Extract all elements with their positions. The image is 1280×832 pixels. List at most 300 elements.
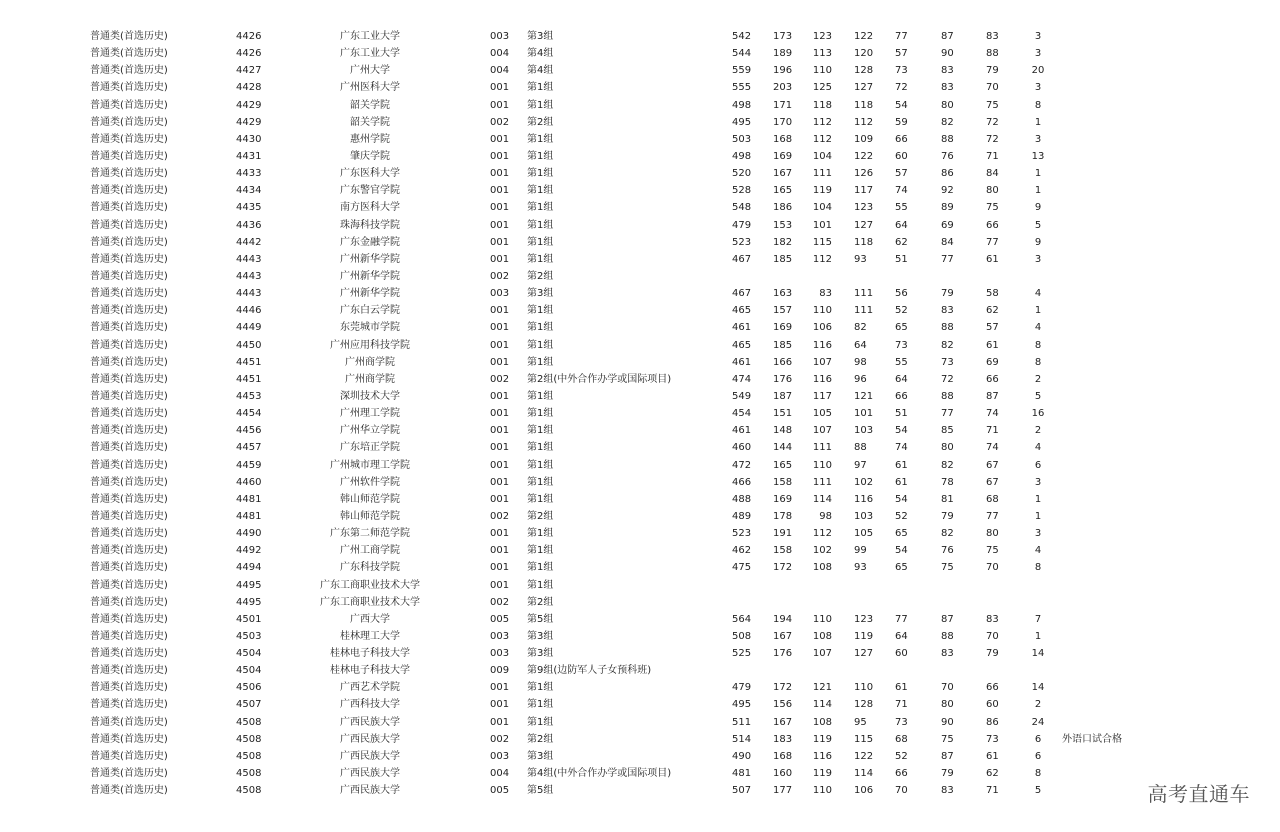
category-cell: 普通类(首选历史) xyxy=(90,476,168,488)
table-row xyxy=(0,611,1280,628)
count-cell: 1 xyxy=(1034,168,1042,180)
count-cell: 14 xyxy=(1031,648,1045,660)
score6-cell: 86 xyxy=(986,716,999,728)
score4-cell: 52 xyxy=(895,750,908,762)
category-cell: 普通类(首选历史) xyxy=(90,665,168,677)
score3-cell: 93 xyxy=(854,562,867,574)
total-score-cell: 481 xyxy=(732,768,752,780)
score4-cell: 60 xyxy=(895,150,908,162)
table-row xyxy=(0,97,1280,114)
group-name-cell: 第1组 xyxy=(527,493,554,505)
score6-cell: 74 xyxy=(986,442,999,454)
school-code-cell: 4429 xyxy=(236,116,262,128)
table-row xyxy=(0,234,1280,251)
score2-cell: 112 xyxy=(812,116,832,128)
table-row xyxy=(0,508,1280,525)
count-cell: 1 xyxy=(1034,630,1042,642)
group-code-cell: 002 xyxy=(490,373,510,385)
group-code-cell: 001 xyxy=(490,425,510,437)
category-cell: 普通类(首选历史) xyxy=(90,716,168,728)
score5-cell: 72 xyxy=(941,373,954,385)
count-cell: 13 xyxy=(1031,150,1045,162)
score4-cell: 65 xyxy=(895,528,908,540)
score1-cell: 194 xyxy=(773,613,793,625)
group-code-cell: 003 xyxy=(490,750,510,762)
total-score-cell: 488 xyxy=(732,493,752,505)
score6-cell: 80 xyxy=(986,185,999,197)
score6-cell: 79 xyxy=(986,648,999,660)
total-score-cell: 472 xyxy=(732,459,752,471)
total-score-cell: 461 xyxy=(732,322,752,334)
category-cell: 普通类(首选历史) xyxy=(90,150,168,162)
category-cell: 普通类(首选历史) xyxy=(90,219,168,231)
score3-cell: 110 xyxy=(854,682,874,694)
group-name-cell: 第5组 xyxy=(527,785,554,797)
score3-cell: 117 xyxy=(854,185,874,197)
score1-cell: 182 xyxy=(773,236,793,248)
table-row xyxy=(0,199,1280,216)
category-cell: 普通类(首选历史) xyxy=(90,613,168,625)
category-cell: 普通类(首选历史) xyxy=(90,65,168,77)
count-cell: 9 xyxy=(1034,202,1042,214)
score2-cell: 115 xyxy=(812,236,832,248)
score5-cell: 77 xyxy=(941,253,954,265)
group-name-cell: 第1组 xyxy=(527,322,554,334)
score6-cell: 74 xyxy=(986,408,999,420)
total-score-cell: 467 xyxy=(732,253,752,265)
category-cell: 普通类(首选历史) xyxy=(90,48,168,60)
total-score-cell: 564 xyxy=(732,613,752,625)
table-row xyxy=(0,748,1280,765)
school-code-cell: 4504 xyxy=(236,648,262,660)
score5-cell: 92 xyxy=(941,185,954,197)
score1-cell: 168 xyxy=(773,750,793,762)
score3-cell: 101 xyxy=(854,408,874,420)
score4-cell: 66 xyxy=(895,390,908,402)
school-name-cell: 广东工业大学 xyxy=(340,48,400,60)
school-name-cell: 韶关学院 xyxy=(350,116,390,128)
score4-cell: 64 xyxy=(895,630,908,642)
score3-cell: 93 xyxy=(854,253,867,265)
total-score-cell: 498 xyxy=(732,99,752,111)
school-name-cell: 桂林电子科技大学 xyxy=(330,665,410,677)
total-score-cell: 489 xyxy=(732,510,752,522)
score6-cell: 84 xyxy=(986,168,999,180)
group-code-cell: 001 xyxy=(490,699,510,711)
group-code-cell: 001 xyxy=(490,390,510,402)
score4-cell: 73 xyxy=(895,716,908,728)
school-code-cell: 4453 xyxy=(236,390,262,402)
total-score-cell: 555 xyxy=(732,82,752,94)
group-name-cell: 第1组 xyxy=(527,716,554,728)
group-name-cell: 第1组 xyxy=(527,339,554,351)
score6-cell: 77 xyxy=(986,510,999,522)
group-name-cell: 第1组 xyxy=(527,408,554,420)
score3-cell: 96 xyxy=(854,373,867,385)
count-cell: 7 xyxy=(1034,613,1042,625)
score2-cell: 110 xyxy=(812,785,832,797)
score1-cell: 158 xyxy=(773,476,793,488)
school-name-cell: 广东警官学院 xyxy=(340,185,400,197)
total-score-cell: 508 xyxy=(732,630,752,642)
group-name-cell: 第3组 xyxy=(527,750,554,762)
score4-cell: 65 xyxy=(895,322,908,334)
school-name-cell: 广州商学院 xyxy=(345,373,395,385)
group-code-cell: 001 xyxy=(490,168,510,180)
score2-cell: 102 xyxy=(812,545,832,557)
group-code-cell: 001 xyxy=(490,562,510,574)
score1-cell: 167 xyxy=(773,716,793,728)
table-row xyxy=(0,182,1280,199)
score6-cell: 66 xyxy=(986,373,999,385)
score1-cell: 189 xyxy=(773,48,793,60)
score2-cell: 110 xyxy=(812,305,832,317)
count-cell: 3 xyxy=(1034,31,1042,42)
score6-cell: 80 xyxy=(986,528,999,540)
group-code-cell: 001 xyxy=(490,322,510,334)
score1-cell: 186 xyxy=(773,202,793,214)
school-name-cell: 广东医科大学 xyxy=(340,168,400,180)
count-cell: 5 xyxy=(1034,390,1042,402)
score2-cell: 83 xyxy=(819,288,832,300)
count-cell: 1 xyxy=(1034,305,1042,317)
score5-cell: 80 xyxy=(941,699,954,711)
score6-cell: 66 xyxy=(986,219,999,231)
table-row xyxy=(0,45,1280,62)
school-code-cell: 4507 xyxy=(236,699,262,711)
total-score-cell: 461 xyxy=(732,425,752,437)
score4-cell: 61 xyxy=(895,476,908,488)
score4-cell: 52 xyxy=(895,510,908,522)
group-name-cell: 第1组 xyxy=(527,390,554,402)
total-score-cell: 460 xyxy=(732,442,752,454)
category-cell: 普通类(首选历史) xyxy=(90,99,168,111)
school-code-cell: 4481 xyxy=(236,493,262,505)
count-cell: 4 xyxy=(1034,442,1042,454)
score5-cell: 87 xyxy=(941,31,954,42)
score3-cell: 121 xyxy=(854,390,874,402)
score1-cell: 158 xyxy=(773,545,793,557)
group-code-cell: 002 xyxy=(490,116,510,128)
total-score-cell: 479 xyxy=(732,682,752,694)
school-name-cell: 广西民族大学 xyxy=(340,733,400,745)
group-name-cell: 第1组 xyxy=(527,305,554,317)
score3-cell: 122 xyxy=(854,150,874,162)
category-cell: 普通类(首选历史) xyxy=(90,510,168,522)
category-cell: 普通类(首选历史) xyxy=(90,442,168,454)
score1-cell: 170 xyxy=(773,116,793,128)
total-score-cell: 542 xyxy=(732,31,752,42)
score5-cell: 83 xyxy=(941,648,954,660)
count-cell: 4 xyxy=(1034,545,1042,557)
school-name-cell: 广东培正学院 xyxy=(340,442,400,454)
group-name-cell: 第1组 xyxy=(527,219,554,231)
category-cell: 普通类(首选历史) xyxy=(90,168,168,180)
total-score-cell: 462 xyxy=(732,545,752,557)
count-cell: 1 xyxy=(1034,510,1042,522)
score4-cell: 51 xyxy=(895,253,908,265)
score4-cell: 72 xyxy=(895,82,908,94)
score2-cell: 116 xyxy=(812,750,832,762)
school-name-cell: 广州理工学院 xyxy=(340,408,400,420)
category-cell: 普通类(首选历史) xyxy=(90,493,168,505)
school-name-cell: 广西大学 xyxy=(350,613,390,625)
group-code-cell: 002 xyxy=(490,270,510,282)
score4-cell: 74 xyxy=(895,185,908,197)
count-cell: 5 xyxy=(1034,219,1042,231)
category-cell: 普通类(首选历史) xyxy=(90,596,168,608)
score4-cell: 55 xyxy=(895,356,908,368)
school-code-cell: 4450 xyxy=(236,339,262,351)
score6-cell: 72 xyxy=(986,116,999,128)
school-code-cell: 4506 xyxy=(236,682,262,694)
school-name-cell: 广州大学 xyxy=(350,65,390,77)
category-cell: 普通类(首选历史) xyxy=(90,322,168,334)
group-code-cell: 001 xyxy=(490,545,510,557)
group-code-cell: 009 xyxy=(490,665,510,677)
school-code-cell: 4435 xyxy=(236,202,262,214)
score6-cell: 70 xyxy=(986,562,999,574)
school-name-cell: 广州华立学院 xyxy=(340,425,400,437)
score1-cell: 183 xyxy=(773,733,793,745)
score2-cell: 114 xyxy=(812,493,832,505)
score5-cell: 88 xyxy=(941,390,954,402)
category-cell: 普通类(首选历史) xyxy=(90,185,168,197)
table-row xyxy=(0,131,1280,148)
group-name-cell: 第3组 xyxy=(527,288,554,300)
score1-cell: 185 xyxy=(773,339,793,351)
score6-cell: 72 xyxy=(986,133,999,145)
group-name-cell: 第2组 xyxy=(527,116,554,128)
score6-cell: 73 xyxy=(986,733,999,745)
score4-cell: 66 xyxy=(895,133,908,145)
total-score-cell: 465 xyxy=(732,339,752,351)
category-cell: 普通类(首选历史) xyxy=(90,305,168,317)
count-cell: 5 xyxy=(1034,785,1042,797)
score5-cell: 76 xyxy=(941,150,954,162)
score5-cell: 79 xyxy=(941,510,954,522)
school-name-cell: 广州医科大学 xyxy=(340,82,400,94)
table-row xyxy=(0,148,1280,165)
score2-cell: 108 xyxy=(812,630,832,642)
score6-cell: 61 xyxy=(986,339,999,351)
score3-cell: 109 xyxy=(854,133,874,145)
group-name-cell: 第1组 xyxy=(527,528,554,540)
group-code-cell: 001 xyxy=(490,202,510,214)
score3-cell: 127 xyxy=(854,82,874,94)
category-cell: 普通类(首选历史) xyxy=(90,630,168,642)
category-cell: 普通类(首选历史) xyxy=(90,562,168,574)
score5-cell: 80 xyxy=(941,99,954,111)
category-cell: 普通类(首选历史) xyxy=(90,699,168,711)
category-cell: 普通类(首选历史) xyxy=(90,202,168,214)
category-cell: 普通类(首选历史) xyxy=(90,528,168,540)
group-code-cell: 001 xyxy=(490,716,510,728)
school-name-cell: 东莞城市学院 xyxy=(340,322,400,334)
school-name-cell: 广州新华学院 xyxy=(340,253,400,265)
score1-cell: 163 xyxy=(773,288,793,300)
school-name-cell: 广西民族大学 xyxy=(340,768,400,780)
score3-cell: 114 xyxy=(854,768,874,780)
score1-cell: 165 xyxy=(773,185,793,197)
score2-cell: 112 xyxy=(812,253,832,265)
score5-cell: 75 xyxy=(941,562,954,574)
school-code-cell: 4436 xyxy=(236,219,262,231)
score5-cell: 87 xyxy=(941,750,954,762)
group-name-cell: 第1组 xyxy=(527,459,554,471)
score2-cell: 114 xyxy=(812,699,832,711)
school-code-cell: 4508 xyxy=(236,733,262,745)
category-cell: 普通类(首选历史) xyxy=(90,733,168,745)
score4-cell: 52 xyxy=(895,305,908,317)
school-code-cell: 4503 xyxy=(236,630,262,642)
score5-cell: 77 xyxy=(941,408,954,420)
category-cell: 普通类(首选历史) xyxy=(90,373,168,385)
count-cell: 20 xyxy=(1031,65,1045,77)
group-code-cell: 001 xyxy=(490,236,510,248)
score5-cell: 79 xyxy=(941,768,954,780)
score6-cell: 79 xyxy=(986,65,999,77)
school-code-cell: 4426 xyxy=(236,48,262,60)
school-name-cell: 广西艺术学院 xyxy=(340,682,400,694)
score6-cell: 77 xyxy=(986,236,999,248)
school-name-cell: 广州城市理工学院 xyxy=(330,459,410,471)
group-code-cell: 004 xyxy=(490,768,510,780)
count-cell: 3 xyxy=(1034,476,1042,488)
count-cell: 4 xyxy=(1034,322,1042,334)
score3-cell: 128 xyxy=(854,699,874,711)
school-code-cell: 4429 xyxy=(236,99,262,111)
score1-cell: 173 xyxy=(773,31,793,42)
score4-cell: 57 xyxy=(895,48,908,60)
school-code-cell: 4490 xyxy=(236,528,262,540)
school-code-cell: 4460 xyxy=(236,476,262,488)
category-cell: 普通类(首选历史) xyxy=(90,425,168,437)
score1-cell: 168 xyxy=(773,133,793,145)
group-code-cell: 003 xyxy=(490,31,510,42)
category-cell: 普通类(首选历史) xyxy=(90,750,168,762)
score1-cell: 176 xyxy=(773,373,793,385)
total-score-cell: 525 xyxy=(732,648,752,660)
group-name-cell: 第1组 xyxy=(527,562,554,574)
group-code-cell: 001 xyxy=(490,82,510,94)
count-cell: 14 xyxy=(1031,682,1045,694)
score6-cell: 75 xyxy=(986,545,999,557)
table-row xyxy=(0,645,1280,662)
group-code-cell: 002 xyxy=(490,510,510,522)
category-cell: 普通类(首选历史) xyxy=(90,236,168,248)
score4-cell: 77 xyxy=(895,613,908,625)
category-cell: 普通类(首选历史) xyxy=(90,390,168,402)
school-name-cell: 广西民族大学 xyxy=(340,716,400,728)
total-score-cell: 523 xyxy=(732,528,752,540)
category-cell: 普通类(首选历史) xyxy=(90,785,168,797)
group-name-cell: 第1组 xyxy=(527,579,554,591)
score4-cell: 56 xyxy=(895,288,908,300)
table-row xyxy=(0,319,1280,336)
total-score-cell: 454 xyxy=(732,408,752,420)
school-name-cell: 韩山师范学院 xyxy=(340,510,400,522)
score6-cell: 69 xyxy=(986,356,999,368)
score6-cell: 57 xyxy=(986,322,999,334)
school-code-cell: 4443 xyxy=(236,270,262,282)
table-row xyxy=(0,628,1280,645)
count-cell: 4 xyxy=(1034,288,1042,300)
group-name-cell: 第3组 xyxy=(527,648,554,660)
category-cell: 普通类(首选历史) xyxy=(90,545,168,557)
category-cell: 普通类(首选历史) xyxy=(90,288,168,300)
note-cell: 外语口试合格 xyxy=(1062,733,1122,745)
table-row xyxy=(0,62,1280,79)
group-name-cell: 第1组 xyxy=(527,168,554,180)
count-cell: 8 xyxy=(1034,99,1042,111)
table-row xyxy=(0,28,1280,45)
table-row xyxy=(0,371,1280,388)
group-code-cell: 001 xyxy=(490,185,510,197)
group-code-cell: 005 xyxy=(490,613,510,625)
group-code-cell: 001 xyxy=(490,356,510,368)
score1-cell: 157 xyxy=(773,305,793,317)
score2-cell: 101 xyxy=(812,219,832,231)
school-name-cell: 韩山师范学院 xyxy=(340,493,400,505)
group-name-cell: 第1组 xyxy=(527,236,554,248)
group-name-cell: 第2组 xyxy=(527,596,554,608)
score1-cell: 169 xyxy=(773,322,793,334)
score1-cell: 169 xyxy=(773,150,793,162)
total-score-cell: 503 xyxy=(732,133,752,145)
school-code-cell: 4443 xyxy=(236,288,262,300)
table-row xyxy=(0,474,1280,491)
score2-cell: 104 xyxy=(812,202,832,214)
score5-cell: 79 xyxy=(941,288,954,300)
group-code-cell: 005 xyxy=(490,785,510,797)
score5-cell: 84 xyxy=(941,236,954,248)
school-name-cell: 桂林电子科技大学 xyxy=(330,648,410,660)
score5-cell: 69 xyxy=(941,219,954,231)
group-code-cell: 001 xyxy=(490,476,510,488)
score1-cell: 196 xyxy=(773,65,793,77)
score5-cell: 83 xyxy=(941,785,954,797)
score3-cell: 123 xyxy=(854,613,874,625)
school-code-cell: 4508 xyxy=(236,716,262,728)
score5-cell: 88 xyxy=(941,322,954,334)
school-name-cell: 肇庆学院 xyxy=(350,150,390,162)
group-name-cell: 第1组 xyxy=(527,545,554,557)
score3-cell: 118 xyxy=(854,99,874,111)
score2-cell: 112 xyxy=(812,528,832,540)
group-name-cell: 第9组(边防军人子女预科班) xyxy=(527,665,652,677)
group-code-cell: 003 xyxy=(490,288,510,300)
score1-cell: 167 xyxy=(773,630,793,642)
score2-cell: 118 xyxy=(812,99,832,111)
score3-cell: 105 xyxy=(854,528,874,540)
score4-cell: 65 xyxy=(895,562,908,574)
score5-cell: 81 xyxy=(941,493,954,505)
score3-cell: 111 xyxy=(854,288,874,300)
score1-cell: 153 xyxy=(773,219,793,231)
score2-cell: 113 xyxy=(812,48,832,60)
count-cell: 3 xyxy=(1034,133,1042,145)
total-score-cell: 559 xyxy=(732,65,752,77)
table-row xyxy=(0,577,1280,594)
table-row xyxy=(0,388,1280,405)
score5-cell: 89 xyxy=(941,202,954,214)
table-row xyxy=(0,165,1280,182)
score2-cell: 111 xyxy=(812,442,832,454)
school-name-cell: 广州商学院 xyxy=(345,356,395,368)
school-name-cell: 广东工业大学 xyxy=(340,31,400,42)
score3-cell: 122 xyxy=(854,31,874,42)
